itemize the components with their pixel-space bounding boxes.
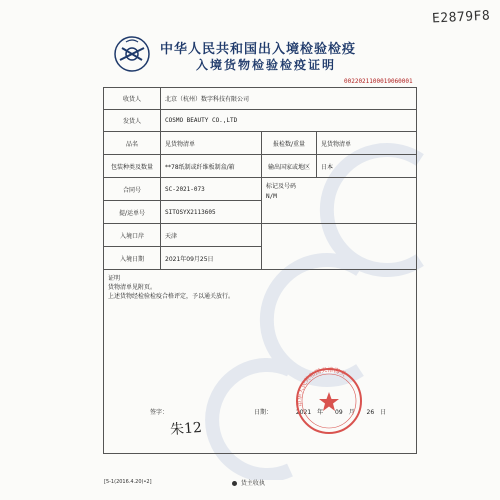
label-consignor: 发货人 — [104, 110, 161, 132]
ciq-emblem-icon — [112, 34, 152, 74]
official-seal — [294, 366, 364, 436]
value-origin: 日本 — [317, 155, 417, 178]
label-marks: 标记及号码 — [266, 183, 297, 190]
value-consignor: COSMO BEAUTY CO.,LTD — [161, 110, 417, 132]
remarks-line-1: 货物清单见附页。 — [108, 284, 157, 291]
sign-month: 09 — [335, 409, 343, 416]
row-packing — [104, 155, 417, 178]
signature-label: 签字： — [150, 409, 169, 416]
copy-label: 货主收执 — [240, 480, 265, 487]
value-packing: **78纸制或纤维板制盒/箱 — [161, 155, 262, 178]
value-bill-no: SITOSYX2113605 — [161, 201, 262, 224]
label-port: 入境口岸 — [104, 224, 161, 247]
row-goods — [104, 132, 417, 155]
label-contract-no: 合同号 — [104, 178, 161, 201]
marks-cell — [262, 178, 417, 224]
label-weight: 报检数/重量 — [262, 132, 317, 155]
remarks-cell — [104, 270, 417, 454]
remarks-line-2: 上述货物经检验检疫合格评定，予以通关放行。 — [108, 293, 235, 300]
date-label: 日期： — [253, 409, 272, 416]
row-contract — [104, 178, 417, 201]
value-goods-name: 见货物清单 — [161, 132, 262, 155]
handwritten-note: E2879F8 — [431, 8, 491, 27]
value-consignee: 北京（杭州）数字科技有限公司 — [161, 88, 417, 110]
value-port: 天津 — [161, 224, 262, 247]
blank-cell — [262, 224, 417, 270]
row-consignor — [104, 110, 417, 132]
row-remarks — [104, 270, 417, 454]
label-consignee: 收货人 — [104, 88, 161, 110]
value-weight: 见货物清单 — [317, 132, 417, 155]
seal-text: 中华人民共和国天津海关 — [296, 366, 347, 407]
document-subtitle: 入境货物检验检疫证明 — [196, 58, 337, 72]
label-packing: 包装种类及数量 — [104, 155, 161, 178]
label-origin: 输出国家或地区 — [262, 155, 317, 178]
sign-day: 26 — [366, 409, 375, 416]
value-marks: N/M — [266, 193, 277, 200]
label-date: 入境日期 — [104, 247, 161, 270]
certificate-number: 0022021100019060001 — [344, 78, 413, 85]
sign-month-suffix: 月 — [348, 409, 355, 416]
copy-label-wrap — [232, 478, 265, 487]
document-title: 中华人民共和国出入境检验检疫 — [160, 42, 357, 57]
remarks-heading: 证明 — [108, 275, 121, 282]
bullet-icon — [232, 481, 237, 486]
form-code: [5-1(2016.4.20)•2] — [104, 479, 152, 485]
value-contract-no: SC-2021-073 — [161, 178, 262, 201]
row-port — [104, 224, 417, 247]
label-goods-name: 品名 — [104, 132, 161, 155]
sign-year: 2021 — [295, 409, 312, 416]
value-date: 2021年09月25日 — [161, 247, 262, 270]
label-bill-no: 提/运单号 — [104, 201, 161, 224]
sign-day-suffix: 日 — [380, 409, 387, 416]
handwritten-signature: 朱12 — [169, 419, 203, 439]
certificate-form — [103, 87, 417, 454]
row-consignee — [104, 88, 417, 110]
sign-year-suffix: 年 — [317, 409, 324, 416]
